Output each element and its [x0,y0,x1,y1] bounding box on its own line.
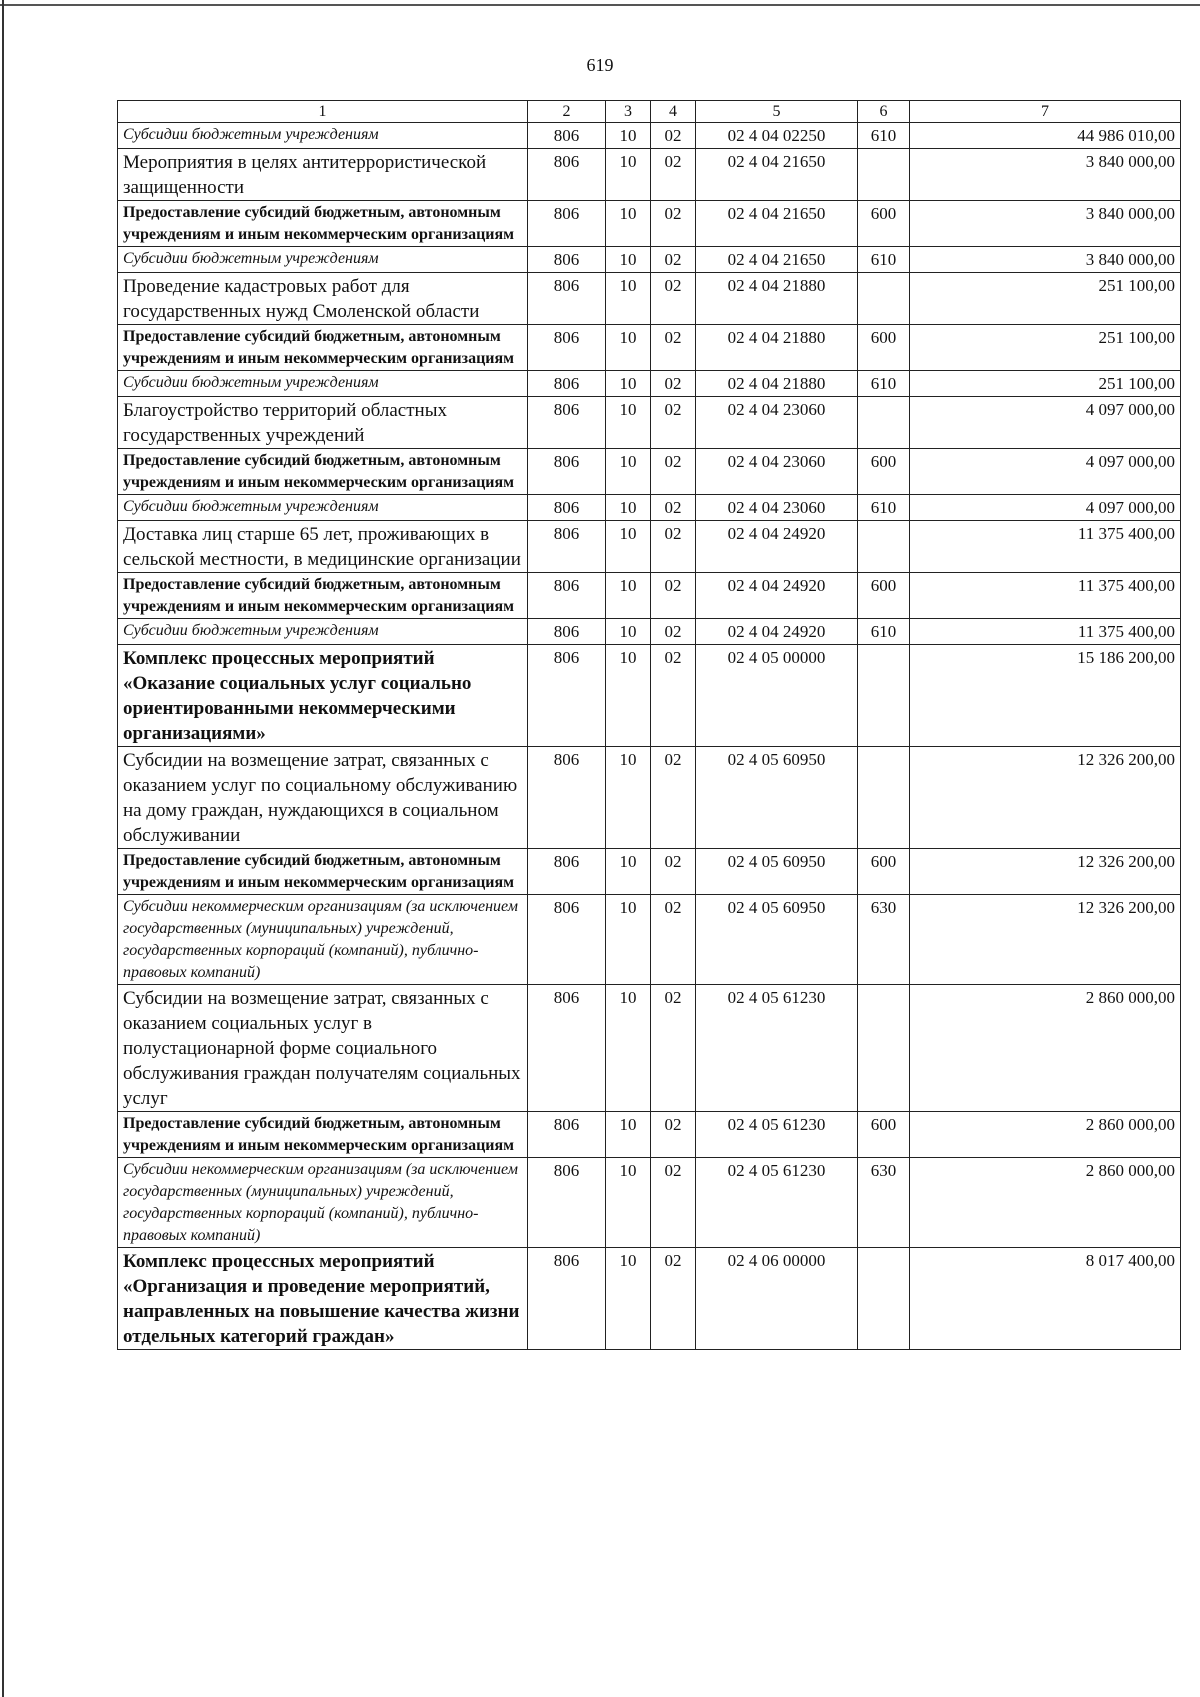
row-target-article-cell: 02 4 05 00000 [696,645,858,747]
row-section-cell: 10 [606,149,651,201]
row-subsection-cell: 02 [651,1248,696,1350]
row-target-article-cell: 02 4 04 21650 [696,149,858,201]
row-expense-type-cell: 610 [858,371,910,397]
row-name-cell: Предоставление субсидий бюджетным, автономным учреждениям и иным некоммерческим организациям [118,449,528,495]
table-row [118,645,1181,747]
row-section-cell: 10 [606,747,651,849]
row-expense-type-cell: 600 [858,325,910,371]
table-header-row [118,101,1181,123]
row-section-cell: 10 [606,495,651,521]
row-amount-cell: 2 860 000,00 [910,1158,1181,1248]
column-header-4: 4 [651,101,696,123]
table-row [118,1112,1181,1158]
row-admin-code-cell: 806 [528,895,606,985]
row-subsection-cell: 02 [651,325,696,371]
row-target-article-cell: 02 4 04 23060 [696,495,858,521]
row-admin-code-cell: 806 [528,619,606,645]
table-row [118,397,1181,449]
row-expense-type-cell [858,747,910,849]
row-expense-type-cell: 610 [858,247,910,273]
row-amount-cell: 2 860 000,00 [910,1112,1181,1158]
row-name-cell: Субсидии бюджетным учреждениям [118,495,528,521]
row-target-article-cell: 02 4 05 61230 [696,1158,858,1248]
row-section-cell: 10 [606,849,651,895]
row-subsection-cell: 02 [651,985,696,1112]
table-row [118,201,1181,247]
row-name-cell: Субсидии бюджетным учреждениям [118,619,528,645]
row-admin-code-cell: 806 [528,201,606,247]
row-subsection-cell: 02 [651,849,696,895]
row-target-article-cell: 02 4 04 24920 [696,573,858,619]
row-admin-code-cell: 806 [528,325,606,371]
row-name-cell: Предоставление субсидий бюджетным, автономным учреждениям и иным некоммерческим организациям [118,201,528,247]
row-target-article-cell: 02 4 04 21880 [696,273,858,325]
row-section-cell: 10 [606,619,651,645]
table-row [118,521,1181,573]
row-admin-code-cell: 806 [528,149,606,201]
row-expense-type-cell: 600 [858,449,910,495]
row-expense-type-cell: 600 [858,849,910,895]
row-section-cell: 10 [606,985,651,1112]
table-row [118,149,1181,201]
row-target-article-cell: 02 4 06 00000 [696,1248,858,1350]
row-name-cell: Благоустройство территорий областных государственных учреждений [118,397,528,449]
row-admin-code-cell: 806 [528,1248,606,1350]
row-admin-code-cell: 806 [528,495,606,521]
row-name-cell: Предоставление субсидий бюджетным, автономным учреждениям и иным некоммерческим организациям [118,573,528,619]
row-target-article-cell: 02 4 04 21650 [696,201,858,247]
table-row [118,247,1181,273]
row-amount-cell: 3 840 000,00 [910,201,1181,247]
row-name-cell: Субсидии бюджетным учреждениям [118,123,528,149]
table-row [118,449,1181,495]
row-subsection-cell: 02 [651,573,696,619]
column-header-7: 7 [910,101,1181,123]
row-subsection-cell: 02 [651,201,696,247]
row-name-cell: Предоставление субсидий бюджетным, автономным учреждениям и иным некоммерческим организациям [118,849,528,895]
row-subsection-cell: 02 [651,371,696,397]
table-row [118,325,1181,371]
table-row [118,273,1181,325]
row-admin-code-cell: 806 [528,521,606,573]
row-expense-type-cell [858,397,910,449]
row-expense-type-cell: 600 [858,1112,910,1158]
table-row [118,1158,1181,1248]
row-amount-cell: 4 097 000,00 [910,495,1181,521]
row-target-article-cell: 02 4 04 21880 [696,371,858,397]
table-row [118,985,1181,1112]
table-row [118,747,1181,849]
row-name-cell: Субсидии некоммерческим организациям (за исключением государственных (муниципальных) учреждений, государственных корпораций (компаний), публично-правовых компаний) [118,1158,528,1248]
row-section-cell: 10 [606,521,651,573]
row-section-cell: 10 [606,123,651,149]
row-name-cell: Доставка лиц старше 65 лет, проживающих в сельской местности, в медицинские организации [118,521,528,573]
scan-edge-left [2,0,4,1697]
row-name-cell: Субсидии бюджетным учреждениям [118,371,528,397]
row-amount-cell: 12 326 200,00 [910,895,1181,985]
row-admin-code-cell: 806 [528,849,606,895]
row-section-cell: 10 [606,325,651,371]
row-expense-type-cell [858,985,910,1112]
scan-edge-top [0,4,1200,6]
row-expense-type-cell [858,521,910,573]
row-amount-cell: 15 186 200,00 [910,645,1181,747]
row-subsection-cell: 02 [651,1112,696,1158]
table-row [118,619,1181,645]
row-name-cell: Комплекс процессных мероприятий «Организация и проведение мероприятий, направленных на повышение качества жизни отдельных категорий граждан» [118,1248,528,1350]
row-section-cell: 10 [606,397,651,449]
row-section-cell: 10 [606,371,651,397]
row-section-cell: 10 [606,449,651,495]
row-subsection-cell: 02 [651,645,696,747]
row-name-cell: Предоставление субсидий бюджетным, автономным учреждениям и иным некоммерческим организациям [118,1112,528,1158]
row-expense-type-cell: 630 [858,1158,910,1248]
row-section-cell: 10 [606,201,651,247]
budget-table-body [118,101,1181,1350]
row-admin-code-cell: 806 [528,1112,606,1158]
column-header-3: 3 [606,101,651,123]
row-admin-code-cell: 806 [528,1158,606,1248]
row-section-cell: 10 [606,895,651,985]
table-row [118,1248,1181,1350]
row-amount-cell: 2 860 000,00 [910,985,1181,1112]
row-amount-cell: 4 097 000,00 [910,449,1181,495]
row-subsection-cell: 02 [651,273,696,325]
row-target-article-cell: 02 4 04 24920 [696,619,858,645]
row-amount-cell: 251 100,00 [910,325,1181,371]
row-name-cell: Субсидии бюджетным учреждениям [118,247,528,273]
row-subsection-cell: 02 [651,149,696,201]
row-name-cell: Субсидии на возмещение затрат, связанных с оказанием услуг по социальному обслуживанию на дому граждан, нуждающихся в социальном обслуживании [118,747,528,849]
row-expense-type-cell: 610 [858,619,910,645]
table-row [118,371,1181,397]
row-target-article-cell: 02 4 05 61230 [696,985,858,1112]
row-target-article-cell: 02 4 05 60950 [696,849,858,895]
row-expense-type-cell [858,1248,910,1350]
row-amount-cell: 3 840 000,00 [910,247,1181,273]
row-name-cell: Субсидии на возмещение затрат, связанных с оказанием социальных услуг в полустационарной форме социального обслуживания граждан получателям социальных услуг [118,985,528,1112]
row-section-cell: 10 [606,1158,651,1248]
row-amount-cell: 11 375 400,00 [910,573,1181,619]
budget-table [117,100,1181,1350]
row-amount-cell: 8 017 400,00 [910,1248,1181,1350]
column-header-2: 2 [528,101,606,123]
table-row [118,849,1181,895]
row-admin-code-cell: 806 [528,985,606,1112]
row-amount-cell: 12 326 200,00 [910,747,1181,849]
page-number: 619 [586,55,614,75]
row-expense-type-cell: 610 [858,123,910,149]
row-section-cell: 10 [606,273,651,325]
column-header-1: 1 [118,101,528,123]
row-target-article-cell: 02 4 04 23060 [696,397,858,449]
row-name-cell: Проведение кадастровых работ для государственных нужд Смоленской области [118,273,528,325]
row-subsection-cell: 02 [651,619,696,645]
row-section-cell: 10 [606,645,651,747]
column-header-5: 5 [696,101,858,123]
row-section-cell: 10 [606,1248,651,1350]
row-subsection-cell: 02 [651,521,696,573]
row-target-article-cell: 02 4 05 61230 [696,1112,858,1158]
row-subsection-cell: 02 [651,123,696,149]
table-row [118,495,1181,521]
row-admin-code-cell: 806 [528,273,606,325]
row-expense-type-cell: 600 [858,201,910,247]
row-amount-cell: 4 097 000,00 [910,397,1181,449]
row-target-article-cell: 02 4 04 21650 [696,247,858,273]
row-name-cell: Мероприятия в целях антитеррористической защищенности [118,149,528,201]
row-target-article-cell: 02 4 04 21880 [696,325,858,371]
row-subsection-cell: 02 [651,1158,696,1248]
row-subsection-cell: 02 [651,747,696,849]
row-amount-cell: 251 100,00 [910,273,1181,325]
row-expense-type-cell: 610 [858,495,910,521]
row-admin-code-cell: 806 [528,123,606,149]
table-row [118,895,1181,985]
row-section-cell: 10 [606,573,651,619]
row-expense-type-cell [858,149,910,201]
row-subsection-cell: 02 [651,495,696,521]
table-row [118,573,1181,619]
row-target-article-cell: 02 4 04 23060 [696,449,858,495]
row-subsection-cell: 02 [651,247,696,273]
row-subsection-cell: 02 [651,895,696,985]
row-amount-cell: 11 375 400,00 [910,619,1181,645]
row-admin-code-cell: 806 [528,747,606,849]
row-expense-type-cell: 630 [858,895,910,985]
row-amount-cell: 251 100,00 [910,371,1181,397]
row-amount-cell: 3 840 000,00 [910,149,1181,201]
row-name-cell: Комплекс процессных мероприятий «Оказание социальных услуг социально ориентированными некоммерческими организациями» [118,645,528,747]
row-amount-cell: 44 986 010,00 [910,123,1181,149]
row-section-cell: 10 [606,247,651,273]
row-name-cell: Предоставление субсидий бюджетным, автономным учреждениям и иным некоммерческим организациям [118,325,528,371]
row-admin-code-cell: 806 [528,371,606,397]
row-target-article-cell: 02 4 05 60950 [696,895,858,985]
row-admin-code-cell: 806 [528,573,606,619]
row-name-cell: Субсидии некоммерческим организациям (за исключением государственных (муниципальных) учреждений, государственных корпораций (компаний), публично-правовых компаний) [118,895,528,985]
row-target-article-cell: 02 4 05 60950 [696,747,858,849]
column-header-6: 6 [858,101,910,123]
row-expense-type-cell [858,273,910,325]
row-amount-cell: 11 375 400,00 [910,521,1181,573]
table-row [118,123,1181,149]
row-section-cell: 10 [606,1112,651,1158]
row-target-article-cell: 02 4 04 02250 [696,123,858,149]
row-subsection-cell: 02 [651,449,696,495]
row-admin-code-cell: 806 [528,449,606,495]
row-admin-code-cell: 806 [528,645,606,747]
row-admin-code-cell: 806 [528,397,606,449]
row-expense-type-cell [858,645,910,747]
row-target-article-cell: 02 4 04 24920 [696,521,858,573]
row-expense-type-cell: 600 [858,573,910,619]
row-amount-cell: 12 326 200,00 [910,849,1181,895]
row-subsection-cell: 02 [651,397,696,449]
row-admin-code-cell: 806 [528,247,606,273]
